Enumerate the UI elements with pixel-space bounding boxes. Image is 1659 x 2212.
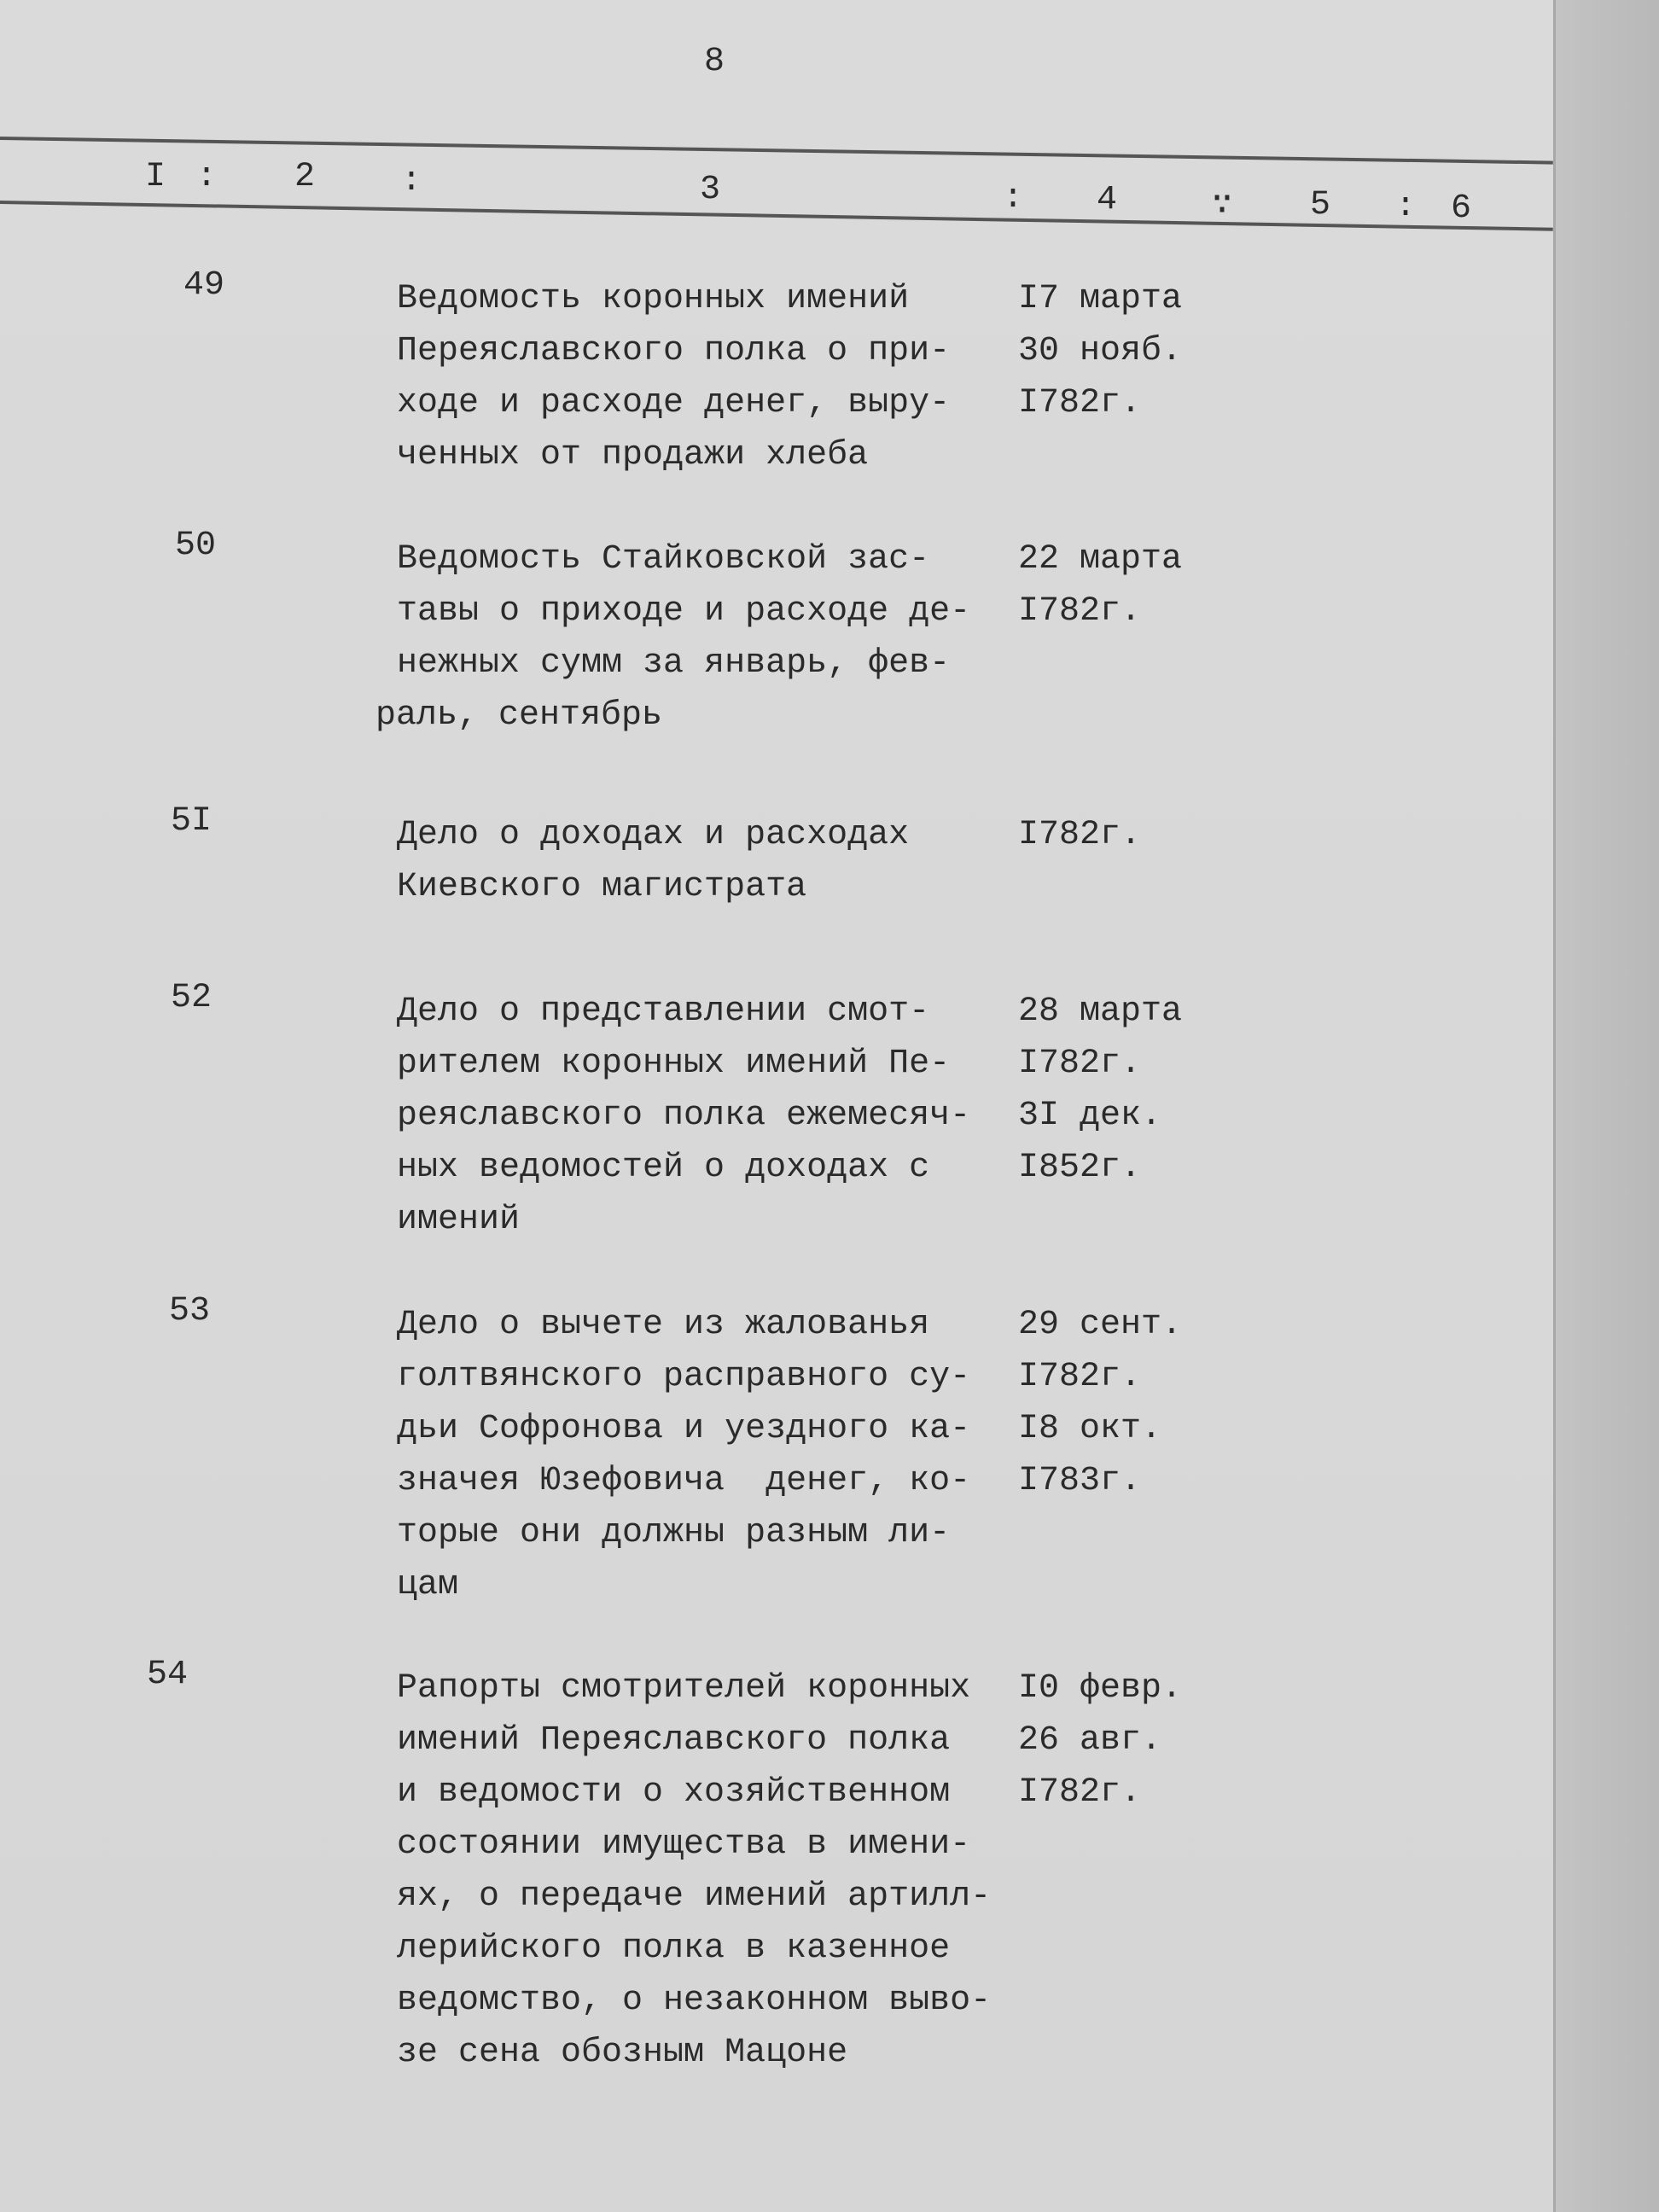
column-separator: ∵ <box>1212 187 1233 225</box>
entry-description <box>397 986 970 1246</box>
description-line: значея Юзефовича денег, ко- <box>397 1462 971 1500</box>
entry-description <box>397 809 909 913</box>
entry-dates <box>1018 533 1182 637</box>
date-line: I7 марта <box>1018 280 1183 318</box>
entry-description <box>397 1299 970 1611</box>
page-number: 8 <box>704 43 725 81</box>
column-header: 4 <box>1097 181 1118 219</box>
date-line: I782г. <box>1018 1358 1142 1396</box>
date-line: 26 авг. <box>1018 1721 1162 1760</box>
entry-description <box>375 533 971 742</box>
entry-number: 52 <box>171 979 212 1017</box>
column-separator: : <box>1003 179 1024 218</box>
column-header: 3 <box>700 171 721 209</box>
date-line: I852г. <box>1018 1149 1142 1187</box>
entry-number: 53 <box>169 1292 211 1330</box>
description-line: Ведомость коронных имений <box>397 280 910 318</box>
date-line: I782г. <box>1018 1773 1142 1812</box>
column-header: 5 <box>1310 186 1331 224</box>
date-line: I782г. <box>1018 816 1142 854</box>
entry-number: 5I <box>171 802 212 841</box>
column-separator: : <box>401 162 422 201</box>
entry-dates <box>1018 273 1182 429</box>
description-line: голтвянского расправного су- <box>397 1358 971 1396</box>
date-line: 28 марта <box>1018 992 1183 1031</box>
description-line: ченных от продажи хлеба <box>397 436 869 474</box>
entry-dates <box>1018 1299 1182 1507</box>
date-line: I8 окт. <box>1018 1410 1162 1448</box>
description-line: ных ведомостей о доходах с <box>397 1149 930 1187</box>
entry-number: 54 <box>147 1656 189 1694</box>
description-line: Рапорты смотрителей коронных <box>397 1669 971 1708</box>
description-line: ходе и расходе денег, выру- <box>397 384 951 422</box>
date-line: 30 нояб. <box>1018 332 1183 370</box>
entry-number: 50 <box>175 527 217 565</box>
header-top-rule <box>0 137 1553 165</box>
entry-description <box>397 1662 991 2079</box>
date-line: 22 марта <box>1018 540 1183 579</box>
description-line: ведомство, о незаконном выво- <box>397 1982 992 2020</box>
description-line: Ведомость Стайковской зас- <box>397 540 930 579</box>
description-line: реяславского полка ежемесяч- <box>397 1097 971 1135</box>
description-line: цам <box>397 1566 459 1604</box>
description-line: нежных сумм за январь, фев- <box>397 644 951 683</box>
date-line: 29 сент. <box>1018 1306 1183 1344</box>
date-line: I782г. <box>1018 1045 1142 1083</box>
date-line: I782г. <box>1018 384 1142 422</box>
description-line: ях, о передаче имений артилл- <box>397 1877 992 1916</box>
column-header: I <box>145 158 166 196</box>
entry-dates <box>1018 1662 1182 1819</box>
date-line: 3I дек. <box>1018 1097 1162 1135</box>
column-separator: : <box>1395 188 1417 226</box>
description-line: состоянии имущества в имени- <box>397 1825 971 1864</box>
description-line: лерийского полка в казенное <box>397 1930 951 1968</box>
column-separator: : <box>196 158 218 196</box>
description-line: зе сена обозным Мацоне <box>397 2034 848 2072</box>
description-line: тавы о приходе и расходе де- <box>397 592 971 631</box>
column-header: 6 <box>1451 189 1472 228</box>
column-header: 2 <box>294 158 316 196</box>
description-line: имений <box>397 1201 521 1239</box>
description-line: раль, сентябрь <box>375 696 663 735</box>
description-line: дьи Софронова и уездного ка- <box>397 1410 971 1448</box>
date-line: I782г. <box>1018 592 1142 631</box>
description-line: Киевского магистрата <box>397 868 807 906</box>
entry-dates <box>1018 986 1182 1194</box>
description-line: Дело о представлении смот- <box>397 992 930 1031</box>
date-line: I783г. <box>1018 1462 1142 1500</box>
entry-description <box>397 273 950 481</box>
entry-number: 49 <box>183 266 225 305</box>
date-line: I0 февр. <box>1018 1669 1183 1708</box>
description-line: торые они должны разным ли- <box>397 1514 951 1552</box>
description-line: рителем коронных имений Пе- <box>397 1045 951 1083</box>
description-line: Дело о вычете из жалованья <box>397 1306 930 1344</box>
description-line: Дело о доходах и расходах <box>397 816 910 854</box>
description-line: Переяславского полка о при- <box>397 332 951 370</box>
entry-dates <box>1018 809 1141 861</box>
description-line: имений Переяславского полка <box>397 1721 951 1760</box>
description-line: и ведомости о хозяйственном <box>397 1773 951 1812</box>
